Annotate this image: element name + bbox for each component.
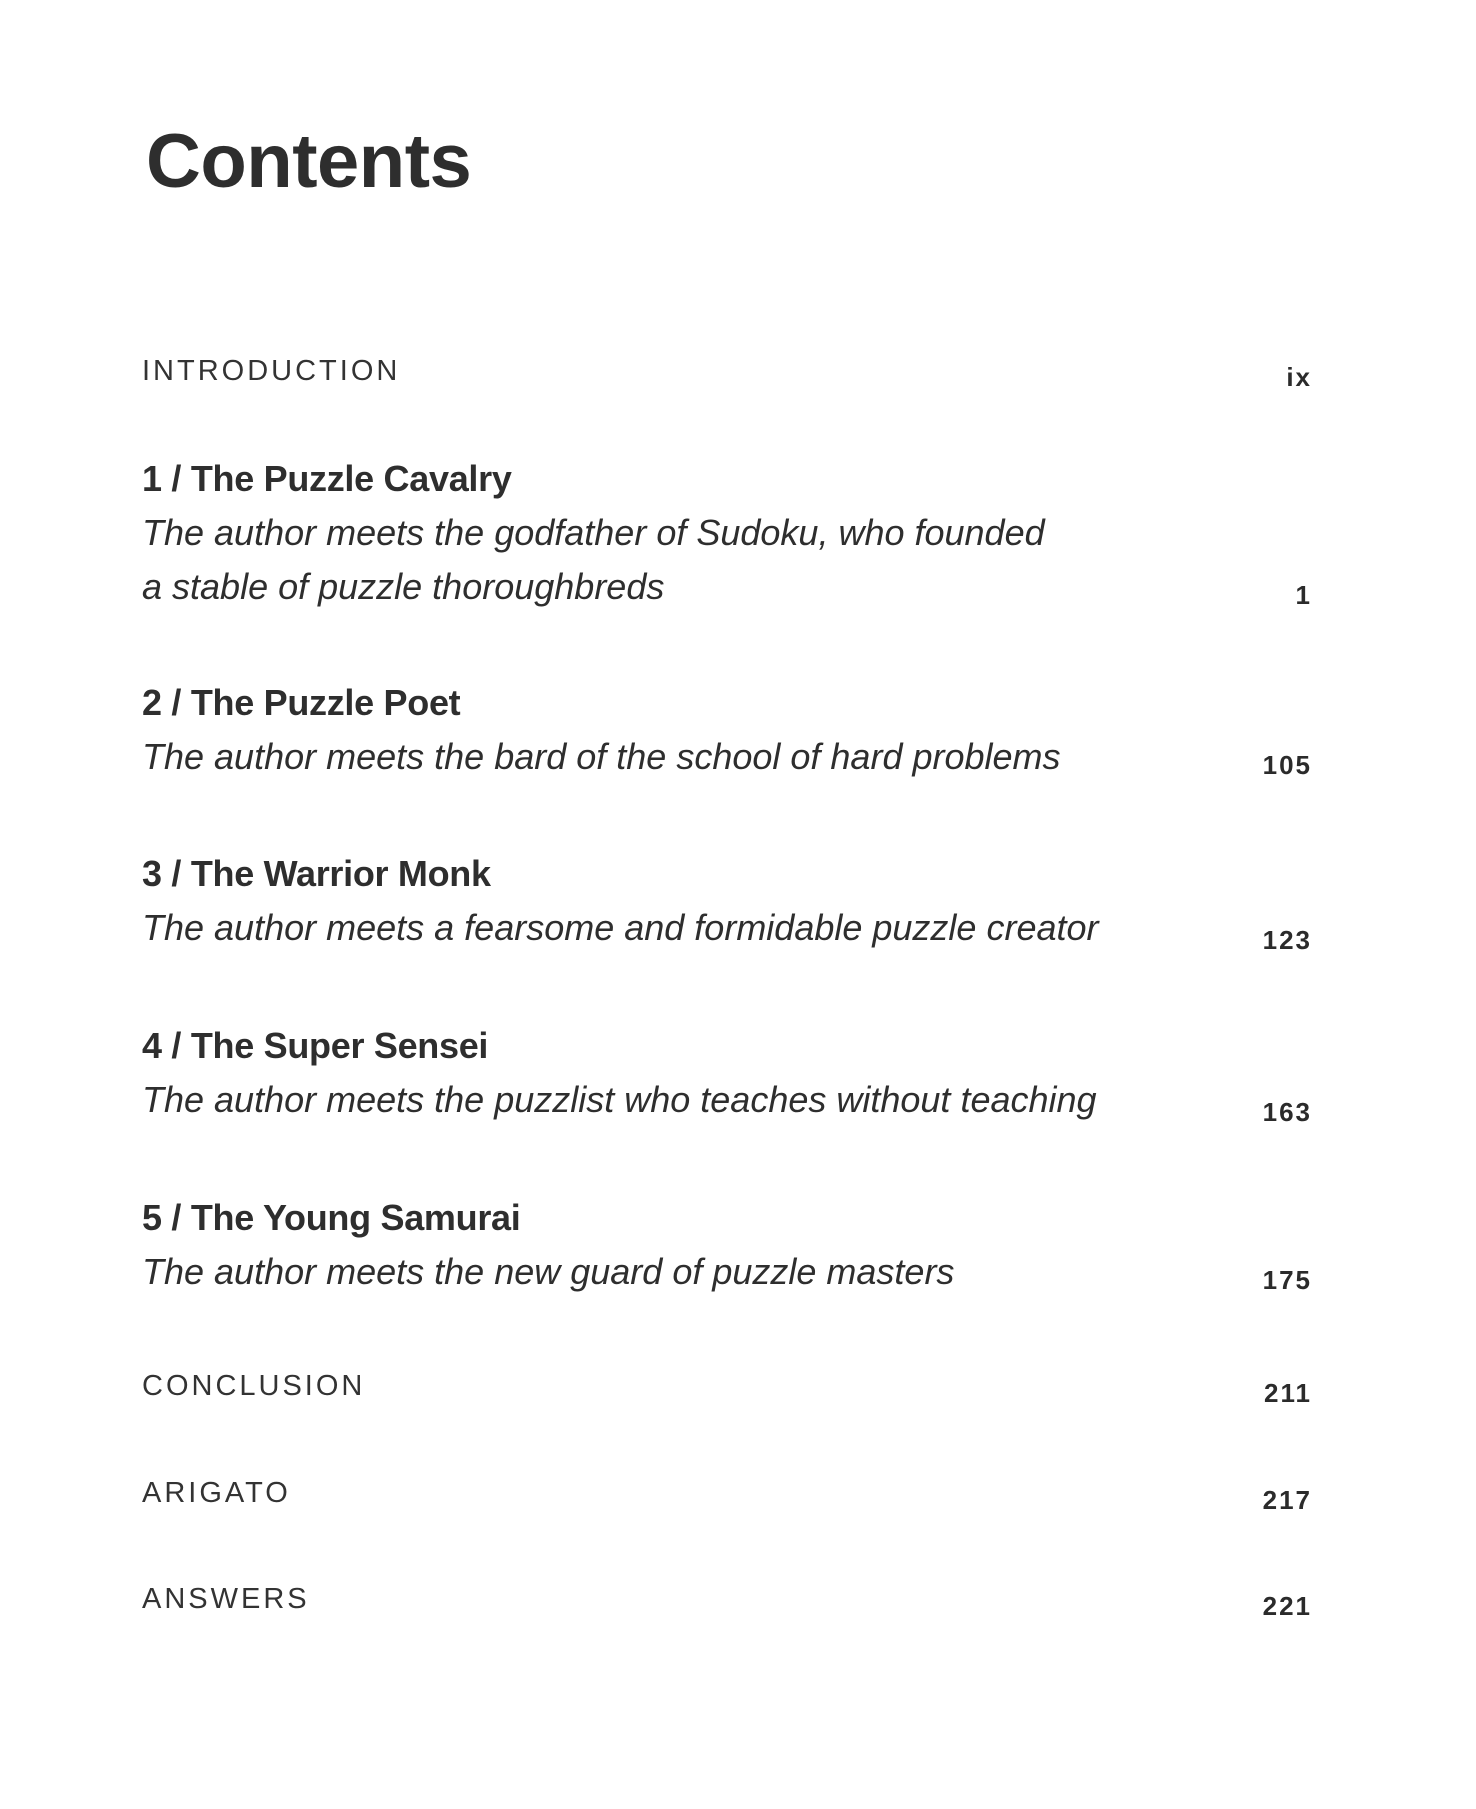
chapter-title: 1 / The Puzzle Cavalry	[142, 458, 512, 499]
chapter-description: The author meets the puzzlist who teaches without teaching	[142, 1079, 1097, 1120]
page-number-conclusion: 211	[1264, 1378, 1312, 1408]
page-number-introduction: ix	[1286, 362, 1312, 392]
chapter-description: The author meets the new guard of puzzle masters	[142, 1251, 955, 1292]
toc-entry-chapter-4	[142, 1025, 1312, 1127]
chapter-title: 4 / The Super Sensei	[142, 1025, 489, 1066]
chapter-title: 2 / The Puzzle Poet	[142, 682, 461, 723]
page-title: Contents	[146, 119, 472, 204]
page-number-arigato: 217	[1262, 1485, 1312, 1515]
toc-entry-chapter-5	[142, 1197, 1312, 1299]
chapter-title: 5 / The Young Samurai	[142, 1197, 521, 1238]
page-number-chapter-2: 105	[1262, 750, 1312, 780]
toc-entry-chapter-3	[142, 853, 1312, 955]
chapter-description: The author meets a fearsome and formidable puzzle creator	[142, 907, 1099, 948]
page-number-chapter-3: 123	[1262, 925, 1312, 955]
chapter-description-line: a stable of puzzle thoroughbreds	[142, 566, 665, 607]
toc-entry-chapter-2	[142, 682, 1312, 784]
chapter-title: 3 / The Warrior Monk	[142, 853, 491, 894]
entry-label: INTRODUCTION	[142, 355, 401, 387]
chapter-description-line: The author meets the godfather of Sudoku, who founded	[142, 512, 1045, 553]
toc-entry-chapter-1	[142, 458, 1312, 614]
page-number-chapter-1: 1	[1295, 580, 1312, 610]
entry-label: ANSWERS	[142, 1583, 310, 1615]
page-number-answers: 221	[1262, 1591, 1312, 1621]
chapter-description	[142, 506, 1312, 614]
toc-entry-introduction	[142, 355, 1312, 388]
page-number-chapter-4: 163	[1262, 1097, 1312, 1127]
toc-entry-answers	[142, 1583, 1312, 1616]
chapter-description: The author meets the bard of the school of hard problems	[142, 736, 1061, 777]
page-number-chapter-5: 175	[1262, 1265, 1312, 1295]
entry-label: CONCLUSION	[142, 1370, 366, 1402]
toc-entry-conclusion	[142, 1370, 1312, 1403]
entry-label: ARIGATO	[142, 1477, 291, 1509]
toc-entry-arigato	[142, 1477, 1312, 1510]
